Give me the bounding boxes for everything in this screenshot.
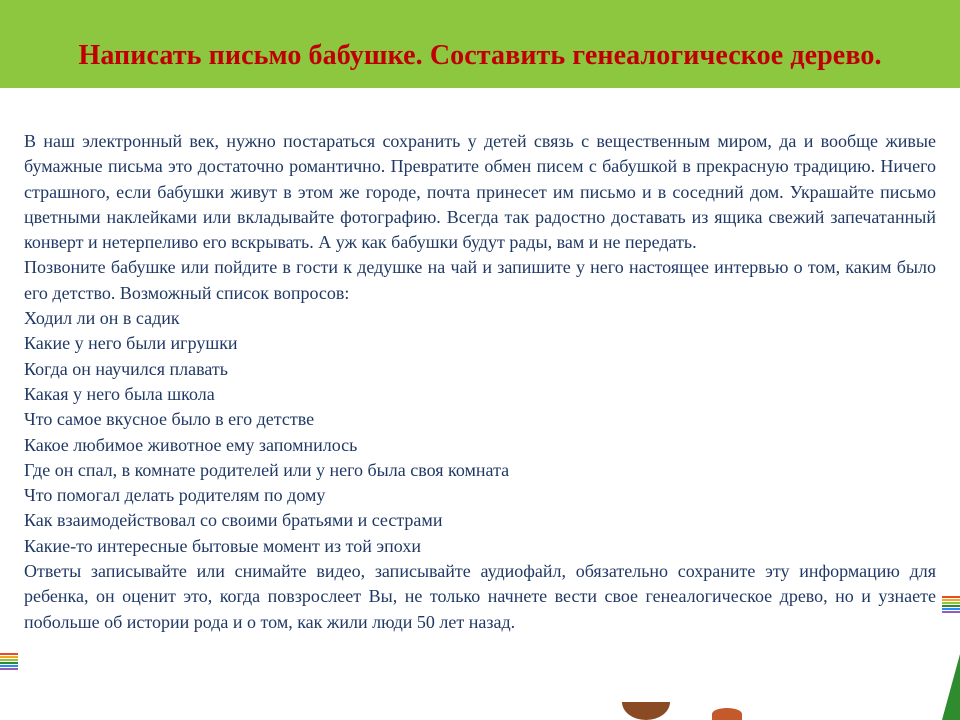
stripe <box>0 665 18 667</box>
question-item: Какие-то интересные бытовые момент из той эпохи <box>24 535 421 556</box>
stripe <box>942 596 960 598</box>
question-list <box>24 306 936 559</box>
stripe <box>0 662 18 664</box>
stripe <box>942 608 960 610</box>
decorative-stripes-left <box>0 653 18 670</box>
stripe <box>0 659 18 661</box>
stripe <box>0 656 18 658</box>
question-item: Какие у него были игрушки <box>24 333 238 354</box>
question-item: Где он спал, в комнате родителей или у него была своя комната <box>24 459 510 480</box>
decorative-shape-bottom <box>622 702 670 720</box>
stripe <box>942 599 960 601</box>
stripe <box>942 611 960 613</box>
paragraph-closing: Ответы записывайте или снимайте видео, записывайте аудиофайл, обязательно сохраните эту информацию для ребенка, он оценит это, когда повзрослеет Вы, не только начнете вести свое генеалогическое древо, но и узнаете побольше об истории рода и о том, как жили люди 50 лет назад. <box>24 561 936 632</box>
paragraph-intro: В наш электронный век, нужно постараться сохранить у детей связь с вещественным миром, да и вообще живые бумажные письма это достаточно романтично. Превратите обмен писем с бабушкой в прекрасную традицию. Ничего страшного, если бабушки живут в этом же городе, почта принесет им письмо и в соседний дом. Украшайте письмо цветными наклейками или вкладывайте фотографию. Всегда так радостно доставать из ящика свежий запечатанный конверт и нетерпеливо его вскрывать. А уж как бабушки будут рады, вам и не передать. <box>24 131 936 253</box>
question-item: Что помогал делать родителям по дому <box>24 485 326 506</box>
question-item: Что самое вкусное было в его детстве <box>24 409 315 430</box>
paragraph-interview: Позвоните бабушке или пойдите в гости к дедушке на чай и запишите у него настоящее интервью о том, каким было его детство. Возможный список вопросов: <box>24 257 936 303</box>
article-body <box>24 129 936 635</box>
stripe <box>0 668 18 670</box>
question-item: Когда он научился плавать <box>24 358 228 379</box>
decorative-shape-bottom-small <box>712 708 742 720</box>
decorative-stripes-right <box>942 596 960 613</box>
decorative-leaf-right <box>942 654 960 720</box>
question-item: Какая у него была школа <box>24 383 215 404</box>
page-title: Написать письмо бабушке. Составить генеалогическое дерево. <box>78 40 882 71</box>
stripe <box>0 653 18 655</box>
question-item: Ходил ли он в садик <box>24 308 180 329</box>
stripe <box>942 602 960 604</box>
question-item: Какое любимое животное ему запомнилось <box>24 434 358 455</box>
stripe <box>942 605 960 607</box>
question-item: Как взаимодействовал со своими братьями и сестрами <box>24 510 443 531</box>
